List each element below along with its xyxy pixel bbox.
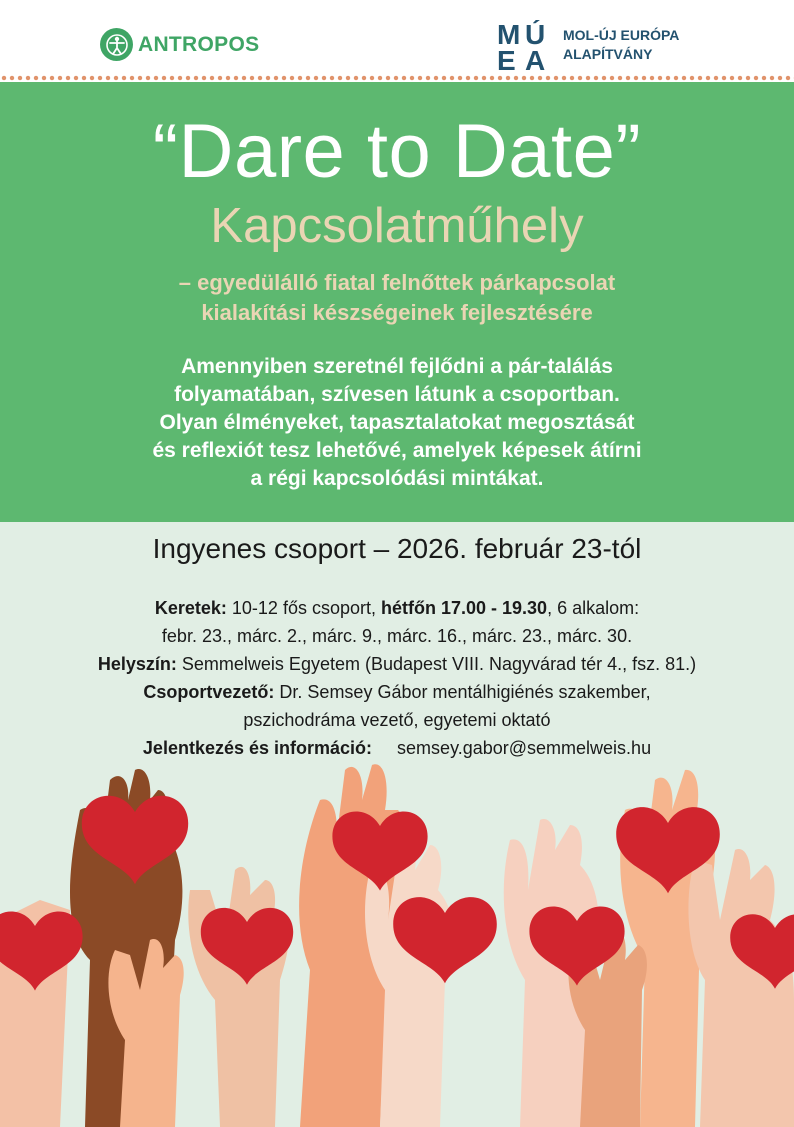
intro-line: és reflexiót tesz lehetővé, amelyek képesek átírni [152, 439, 642, 462]
hero-title: “Dare to Date” [152, 109, 642, 194]
leader-label: Csoportvezető: [143, 682, 275, 702]
headline: Ingyenes csoport – 2026. február 23-tól [152, 533, 642, 564]
dotted-divider [0, 74, 794, 82]
frame-time: hétfőn 17.00 - 19.30 [381, 598, 548, 618]
contact-email[interactable]: semsey.gabor@semmelweis.hu [397, 738, 652, 758]
intro-line: Olyan élményeket, tapasztalatokat megosztását [159, 411, 635, 434]
leader-text: Dr. Semsey Gábor mentálhigiénés szakember, [274, 682, 651, 702]
svg-text:A: A [525, 45, 546, 72]
hero-intro [0, 353, 794, 493]
intro-line: a régi kapcsolódási mintákat. [250, 467, 544, 490]
details-block [0, 594, 794, 762]
svg-text:M: M [497, 20, 521, 50]
frame-text: 10-12 fős csoport, [226, 598, 381, 618]
mue-logo-text [563, 26, 679, 64]
mue-logo-mark [497, 20, 557, 72]
mue-line1: MOL-ÚJ EURÓPA [563, 27, 680, 43]
tagline-line-2: kialakítási készségeinek fejlesztésére [201, 300, 593, 325]
hands-hearts-illustration [0, 740, 794, 1127]
contact-label: Jelentkezés és információ: [142, 738, 373, 758]
hero-subtitle: Kapcsolatműhely [210, 199, 584, 253]
frame-line [0, 594, 794, 622]
mue-line2: ALAPÍTVÁNY [563, 46, 653, 62]
leader-line [0, 678, 794, 706]
place-text: Semmelweis Egyetem (Budapest VIII. Nagyvárad tér 4., fsz. 81.) [176, 654, 697, 674]
vitruvian-man-icon [100, 28, 133, 61]
antropos-logo [100, 28, 259, 61]
leader-line-2: pszichodráma vezető, egyetemi oktató [243, 710, 551, 730]
frame-text-2: , 6 alkalom: [547, 598, 640, 618]
tagline-line-1: – egyedülálló fiatal felnőttek párkapcsolat [178, 270, 616, 295]
hero-tagline [0, 268, 794, 328]
svg-text:E: E [497, 45, 516, 72]
place-label: Helyszín: [97, 654, 177, 674]
svg-text:Ú: Ú [525, 20, 546, 50]
place-line [0, 650, 794, 678]
dates-line: febr. 23., márc. 2., márc. 9., márc. 16., márc. 23., márc. 30. [161, 626, 633, 646]
antropos-name: ANTROPOS [138, 32, 260, 56]
frame-label: Keretek: [154, 598, 227, 618]
intro-line: Amennyiben szeretnél fejlődni a pár-találás [181, 355, 613, 378]
intro-line: folyamatában, szívesen látunk a csoportban. [174, 383, 620, 406]
